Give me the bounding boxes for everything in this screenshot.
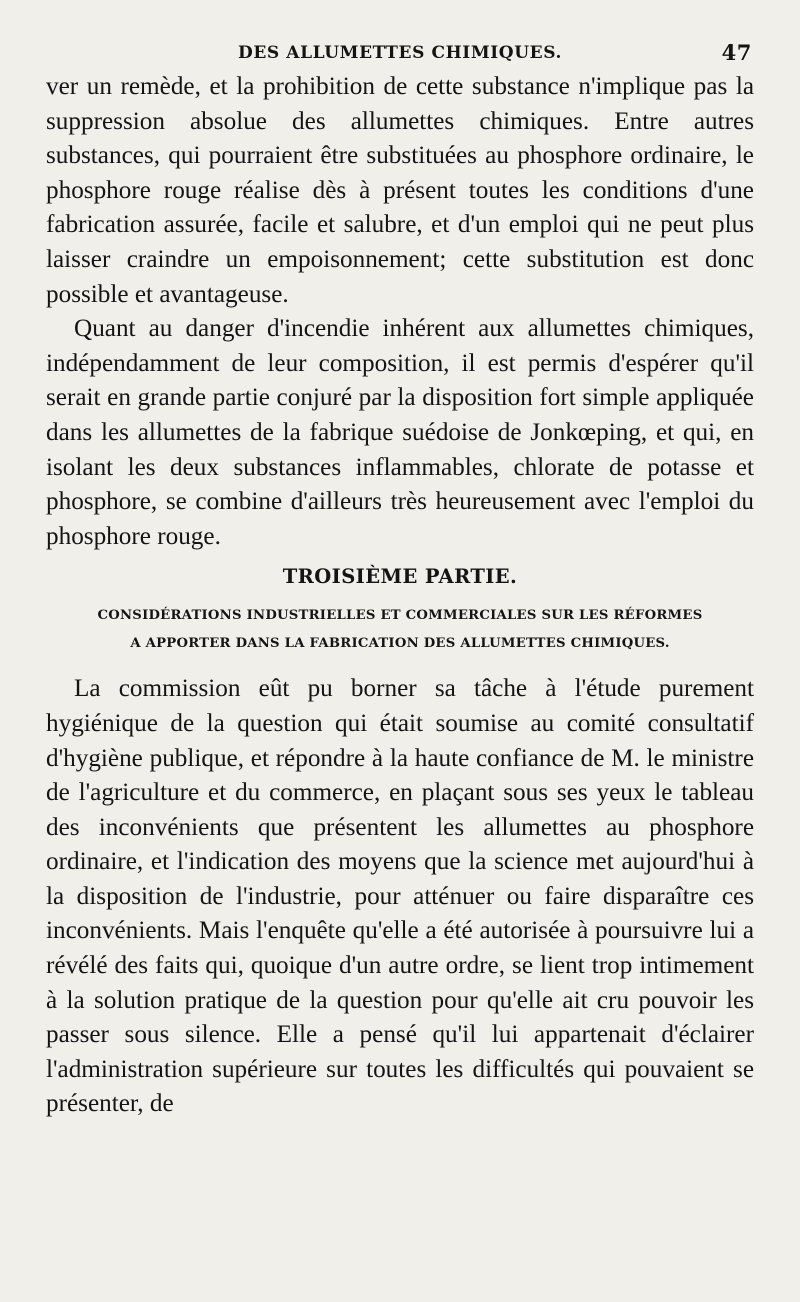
section-subtitle-line-2: A APPORTER DANS LA FABRICATION DES ALLUMETTES CHIMIQUES. [130, 636, 670, 652]
page-number: 47 [721, 40, 752, 65]
paragraph-commission: La commission eût pu borner sa tâche à l'étude purement hygiénique de la question qui était soumise au comité consultatif d'hygiène publique, et répondre à la haute confiance de M. le ministre de l'agriculture et du commerce, en plaçant sous ses yeux le tableau des inconvénients que présentent les allumettes au phosphore ordinaire, et l'indication des moyens que la science met aujourd'hui à la disposition de l'industrie, pour atténuer ou faire disparaître ces inconvénients. Mais l'enquête qu'elle a été autorisée à poursuivre lui a révélé des faits qui, quoique d'un autre ordre, se lient trop intimement à la solution pratique de la question pour qu'elle ait cru pouvoir les passer sous silence. Elle a pensé qu'il lui appartenait d'éclairer l'administration supérieure sur toutes les difficultés qui pouvaient se présenter, de [46, 675, 754, 1118]
section-subtitle [46, 602, 754, 658]
section-title: TROISIÈME PARTIE. [282, 565, 518, 589]
running-title: DES ALLUMETTES CHIMIQUES. [237, 43, 562, 63]
body-text [46, 70, 754, 1122]
running-header [46, 36, 754, 70]
book-page [46, 36, 754, 1286]
paragraph-fire-danger: Quant au danger d'incendie inhérent aux allumettes chimiques, indépendamment de leur composition, il est permis d'espérer qu'il serait en grande partie conjuré par la disposition fort simple appliquée dans les allumettes de la fabrique suédoise de Jonkœping, et qui, en isolant les deux substances inflammables, chlorate de potasse et phosphore, se combine d'ailleurs très heureusement avec l'emploi du phosphore rouge. [46, 315, 754, 550]
section-subtitle-line-1: CONSIDÉRATIONS INDUSTRIELLES ET COMMERCIALES SUR LES RÉFORMES [97, 608, 703, 624]
paragraph-continued: ver un remède, et la prohibition de cette substance n'implique pas la suppression absolue des allumettes chimiques. Entre autres substances, qui pourraient être substituées au phosphore ordinaire, le phosphore rouge réalise dès à présent toutes les conditions d'une fabrication assurée, facile et salubre, et d'un emploi qui ne peut plus laisser craindre un empoisonnement; cette substitution est donc possible et avantageuse. [46, 73, 754, 308]
